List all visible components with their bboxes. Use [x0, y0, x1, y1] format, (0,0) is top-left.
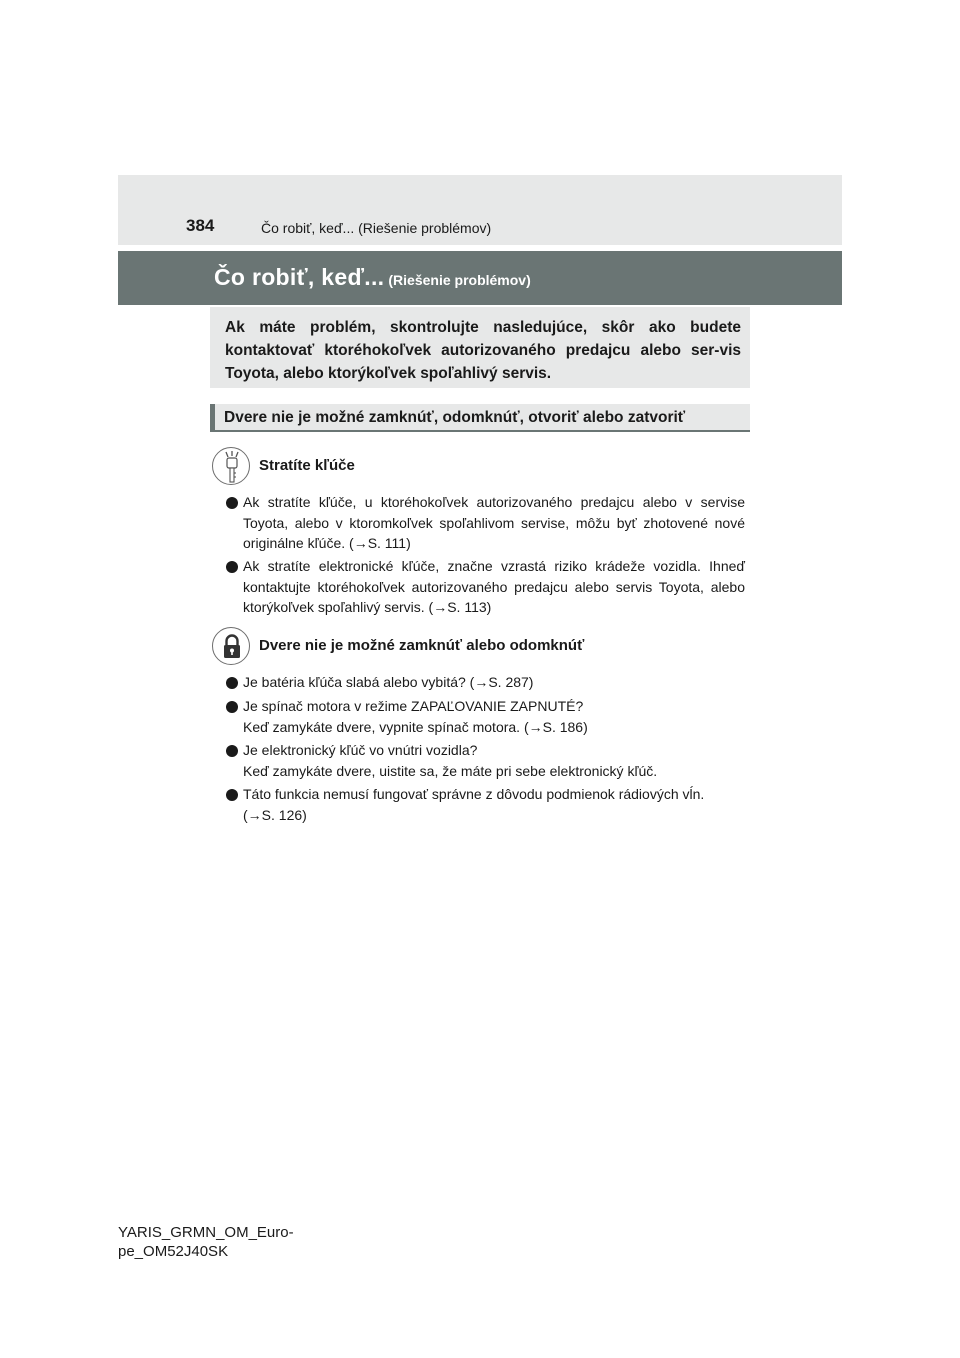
footer-doc-code — [118, 1223, 294, 1261]
bullet-text-ignition — [243, 696, 745, 737]
bullet-text-lost-keys: Ak stratíte kľúče, u ktoréhokoľvek autorizovaného predajcu alebo v servise Toyota, alebo v ktoromkoľvek spoľahlivom servise, môžu byť zhotovené nové originálne kľúče. (→S. 111) — [243, 494, 745, 551]
bullet-text-battery — [243, 672, 745, 693]
chapter-title-bar — [118, 251, 842, 305]
section-heading-text: Dvere nie je možné zamknúť, odomknúť, otvoriť alebo zatvoriť — [224, 409, 686, 426]
chapter-title-sub: (Riešenie problémov) — [388, 272, 531, 288]
chapter-title — [214, 264, 531, 291]
chapter-title-main: Čo robiť, keď... — [214, 264, 385, 290]
intro-text: Ak máte problém, skontrolujte nasledujúce, skôr ako budete kontaktovať ktoréhokoľvek autorizovaného predajcu alebo ser-vis Toyota, alebo ktorýkoľvek spoľahlivý servis. — [225, 319, 741, 382]
subsection-title-lost-keys: Stratíte kľúče — [259, 457, 355, 474]
bullet-line: Je elektronický kľúč vo vnútri vozidla? — [243, 742, 478, 758]
intro-box — [210, 307, 750, 388]
footer-line: YARIS_GRMN_OM_Euro- — [118, 1224, 294, 1241]
bullet-line: Je spínač motora v režime ZAPAĽOVANIE ZAPNUTÉ? — [243, 698, 584, 714]
bullet-line: Keď zamykáte dvere, uistite sa, že máte pri sebe elektronický kľúč. — [243, 762, 658, 779]
section-heading — [210, 404, 750, 432]
page-number: 384 — [186, 216, 215, 235]
bullet-marker — [226, 789, 238, 801]
bullet-line: (→S. 126) — [243, 806, 307, 823]
running-head: Čo robiť, keď... (Riešenie problémov) — [261, 220, 492, 236]
footer-line: pe_OM52J40SK — [118, 1243, 229, 1260]
bullet-line: Keď zamykáte dvere, vypnite spínač motora. (→S. 186) — [243, 718, 588, 735]
key-icon — [212, 447, 250, 485]
bullet-marker — [226, 745, 238, 757]
bullet-line: Táto funkcia nemusí fungovať správne z dôvodu podmienok rádiových vĺn. — [243, 786, 705, 802]
bullet-text-radio-waves — [243, 784, 745, 825]
bullet-text-lost-electronic-keys: Ak stratíte elektronické kľúče, značne vzrastá riziko krádeže vozidla. Ihneď kontaktujte ktoréhokoľvek autorizovaného predajcu alebo servis Toyota, alebo ktorýkoľvek spoľahlivý servis. (→S. 113) — [243, 558, 745, 615]
bullet-text-key-inside — [243, 740, 745, 781]
bullet-marker — [226, 561, 238, 573]
bullet-marker — [226, 497, 238, 509]
bullet-marker — [226, 701, 238, 713]
padlock-icon — [212, 627, 250, 665]
bullet-line: Je batéria kľúča slabá alebo vybitá? (→S. 287) — [243, 674, 534, 690]
subsection-title-cannot-lock: Dvere nie je možné zamknúť alebo odomknúť — [259, 637, 585, 654]
bullet-marker — [226, 677, 238, 689]
